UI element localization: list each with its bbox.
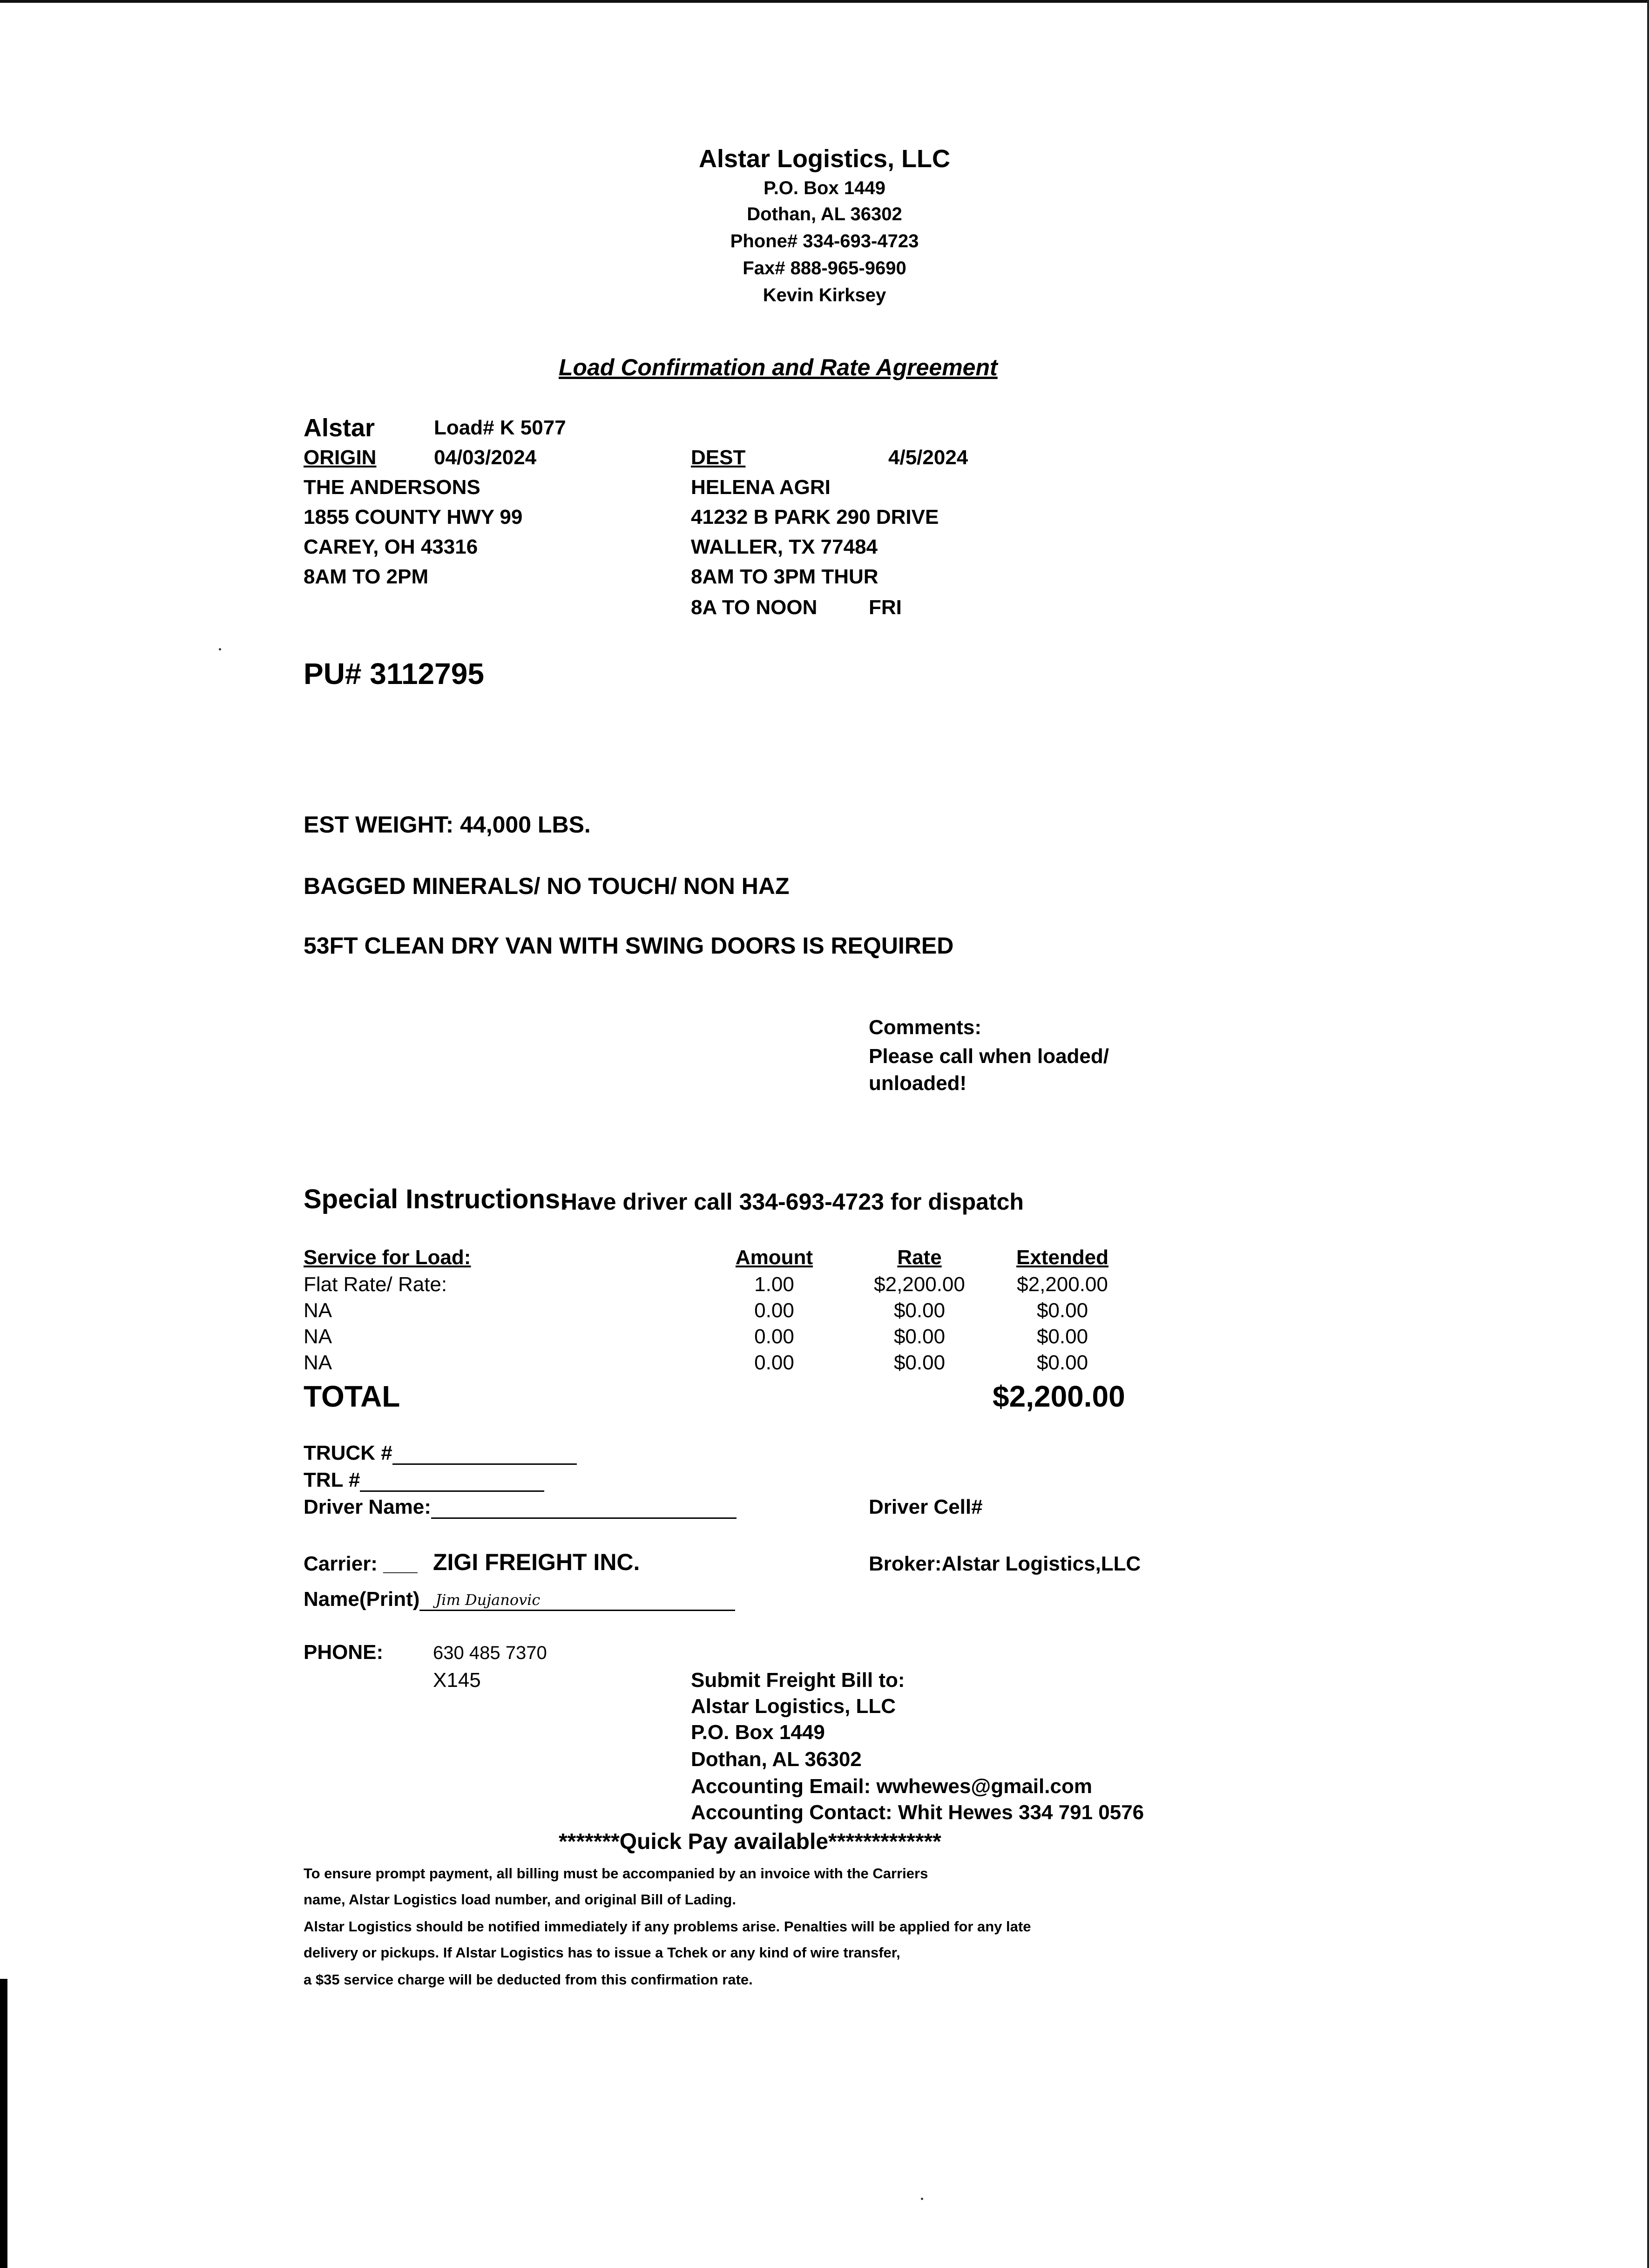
trailer-number-line[interactable]	[360, 1472, 544, 1492]
rate-row-amount: 0.00	[754, 1299, 794, 1322]
phone-label: PHONE:	[304, 1641, 384, 1664]
billing-city: Dothan, AL 36302	[691, 1748, 862, 1771]
driver-name-field[interactable]	[304, 1496, 737, 1519]
scan-edge-top	[0, 0, 1649, 3]
company-fax: Fax# 888-965-9690	[743, 258, 906, 278]
truck-number-line[interactable]	[392, 1445, 577, 1465]
truck-number-label: TRUCK #	[304, 1442, 392, 1464]
rate-row-service: NA	[304, 1351, 332, 1374]
rate-row-service: NA	[304, 1299, 332, 1322]
rate-row-amount: 0.00	[754, 1351, 794, 1374]
billing-contact: Accounting Contact: Whit Hewes 334 791 0576	[691, 1801, 1144, 1824]
origin-name: THE ANDERSONS	[304, 476, 480, 499]
billing-email: Accounting Email: wwhewes@gmail.com	[691, 1775, 1092, 1798]
special-instructions-text: Have driver call 334-693-4723 for dispatch	[561, 1189, 1024, 1215]
origin-address: 1855 COUNTY HWY 99	[304, 506, 523, 528]
company-phone: Phone# 334-693-4723	[730, 231, 919, 251]
dest-date: 4/5/2024	[888, 446, 968, 469]
fine-print-line: To ensure prompt payment, all billing must be accompanied by an invoice with the Carriers	[304, 1865, 928, 1882]
commodity: BAGGED MINERALS/ NO TOUCH/ NON HAZ	[304, 873, 790, 899]
carrier-print-line[interactable]	[419, 1591, 735, 1611]
rates-header-extended: Extended	[1016, 1246, 1109, 1269]
broker-short: Alstar	[304, 414, 375, 442]
driver-name-label: Driver Name:	[304, 1496, 431, 1518]
rate-row-rate: $0.00	[893, 1325, 946, 1348]
origin-hours: 8AM TO 2PM	[304, 565, 429, 588]
rate-row-extended: $0.00	[1036, 1325, 1088, 1348]
company-name: Alstar Logistics, LLC	[698, 145, 951, 173]
comments-line-1: Please call when loaded/	[869, 1045, 1109, 1068]
comments-line-2: unloaded!	[869, 1072, 967, 1095]
fine-print-line: Alstar Logistics should be notified immediately if any problems arise. Penalties will be applied for any late	[304, 1918, 1031, 1935]
quick-pay-banner: *******Quick Pay available*************	[559, 1829, 941, 1854]
scan-speck	[219, 648, 221, 650]
scan-edge-left	[0, 1979, 7, 2268]
fine-print-line: a $35 service charge will be deducted from this confirmation rate.	[304, 1971, 753, 1988]
dest-address: 41232 B PARK 290 DRIVE	[691, 506, 939, 528]
page-title: Load Confirmation and Rate Agreement	[559, 354, 998, 380]
estimated-weight: EST WEIGHT: 44,000 LBS.	[304, 812, 591, 838]
fine-print-line: name, Alstar Logistics load number, and original Bill of Lading.	[304, 1891, 736, 1908]
company-city: Dothan, AL 36302	[747, 204, 902, 224]
dest-label: DEST	[691, 446, 746, 469]
special-instructions-label: Special Instructions:	[304, 1184, 569, 1214]
total-value: $2,200.00	[993, 1380, 1125, 1413]
dest-city: WALLER, TX 77484	[691, 535, 878, 558]
load-number: Load# K 5077	[434, 416, 566, 439]
trailer-number-field[interactable]	[304, 1469, 544, 1492]
billing-po-box: P.O. Box 1449	[691, 1721, 825, 1744]
origin-date: 04/03/2024	[434, 446, 537, 469]
total-label: TOTAL	[304, 1380, 400, 1413]
carrier-print-label: Name(Print)	[304, 1588, 420, 1611]
rate-row-rate: $2,200.00	[874, 1273, 965, 1296]
trailer-number-label: TRL #	[304, 1469, 360, 1491]
rates-header-rate: Rate	[897, 1246, 942, 1269]
rate-row-amount: 0.00	[754, 1325, 794, 1348]
company-po-box: P.O. Box 1449	[764, 178, 885, 198]
origin-label: ORIGIN	[304, 446, 377, 469]
rate-row-rate: $0.00	[893, 1351, 946, 1374]
driver-name-line[interactable]	[431, 1499, 737, 1519]
fine-print-line: delivery or pickups. If Alstar Logistics has to issue a Tchek or any kind of wire transfer,	[304, 1944, 900, 1961]
scan-speck	[921, 2198, 923, 2200]
rate-row-extended: $0.00	[1036, 1299, 1088, 1322]
carrier-label: Carrier: ___	[304, 1552, 418, 1575]
broker-name: Broker:Alstar Logistics,LLC	[869, 1552, 1141, 1575]
pickup-number: PU# 3112795	[304, 657, 484, 691]
driver-cell-label: Driver Cell#	[869, 1496, 983, 1518]
rate-row-rate: $0.00	[893, 1299, 946, 1322]
truck-number-field[interactable]	[304, 1442, 577, 1465]
scan-edge-right	[1647, 0, 1649, 2268]
carrier-phone: 630 485 7370	[433, 1643, 547, 1663]
rate-row-extended: $2,200.00	[1017, 1273, 1108, 1296]
rate-row-amount: 1.00	[754, 1273, 794, 1296]
rates-header-amount: Amount	[735, 1246, 813, 1269]
dest-hours-fri-time: 8A TO NOON	[691, 596, 818, 619]
dest-hours-thur: 8AM TO 3PM THUR	[691, 565, 879, 588]
comments-label: Comments:	[869, 1016, 982, 1039]
equipment-requirement: 53FT CLEAN DRY VAN WITH SWING DOORS IS REQUIRED	[304, 933, 954, 959]
rate-row-service: NA	[304, 1325, 332, 1348]
dest-name: HELENA AGRI	[691, 476, 831, 499]
billing-company: Alstar Logistics, LLC	[691, 1695, 896, 1718]
carrier-name: ZIGI FREIGHT INC.	[433, 1549, 640, 1575]
carrier-print-signature: Jim Dujanovic	[435, 1591, 541, 1609]
rate-row-service: Flat Rate/ Rate:	[304, 1273, 447, 1296]
rate-row-extended: $0.00	[1036, 1351, 1088, 1374]
carrier-print-field[interactable]	[304, 1588, 735, 1611]
carrier-phone-extension: X145	[433, 1669, 481, 1692]
company-contact: Kevin Kirksey	[763, 285, 886, 305]
dest-hours-fri-day: FRI	[869, 596, 902, 619]
origin-city: CAREY, OH 43316	[304, 535, 478, 558]
rates-header-service: Service for Load:	[304, 1246, 471, 1269]
billing-label: Submit Freight Bill to:	[691, 1669, 905, 1692]
